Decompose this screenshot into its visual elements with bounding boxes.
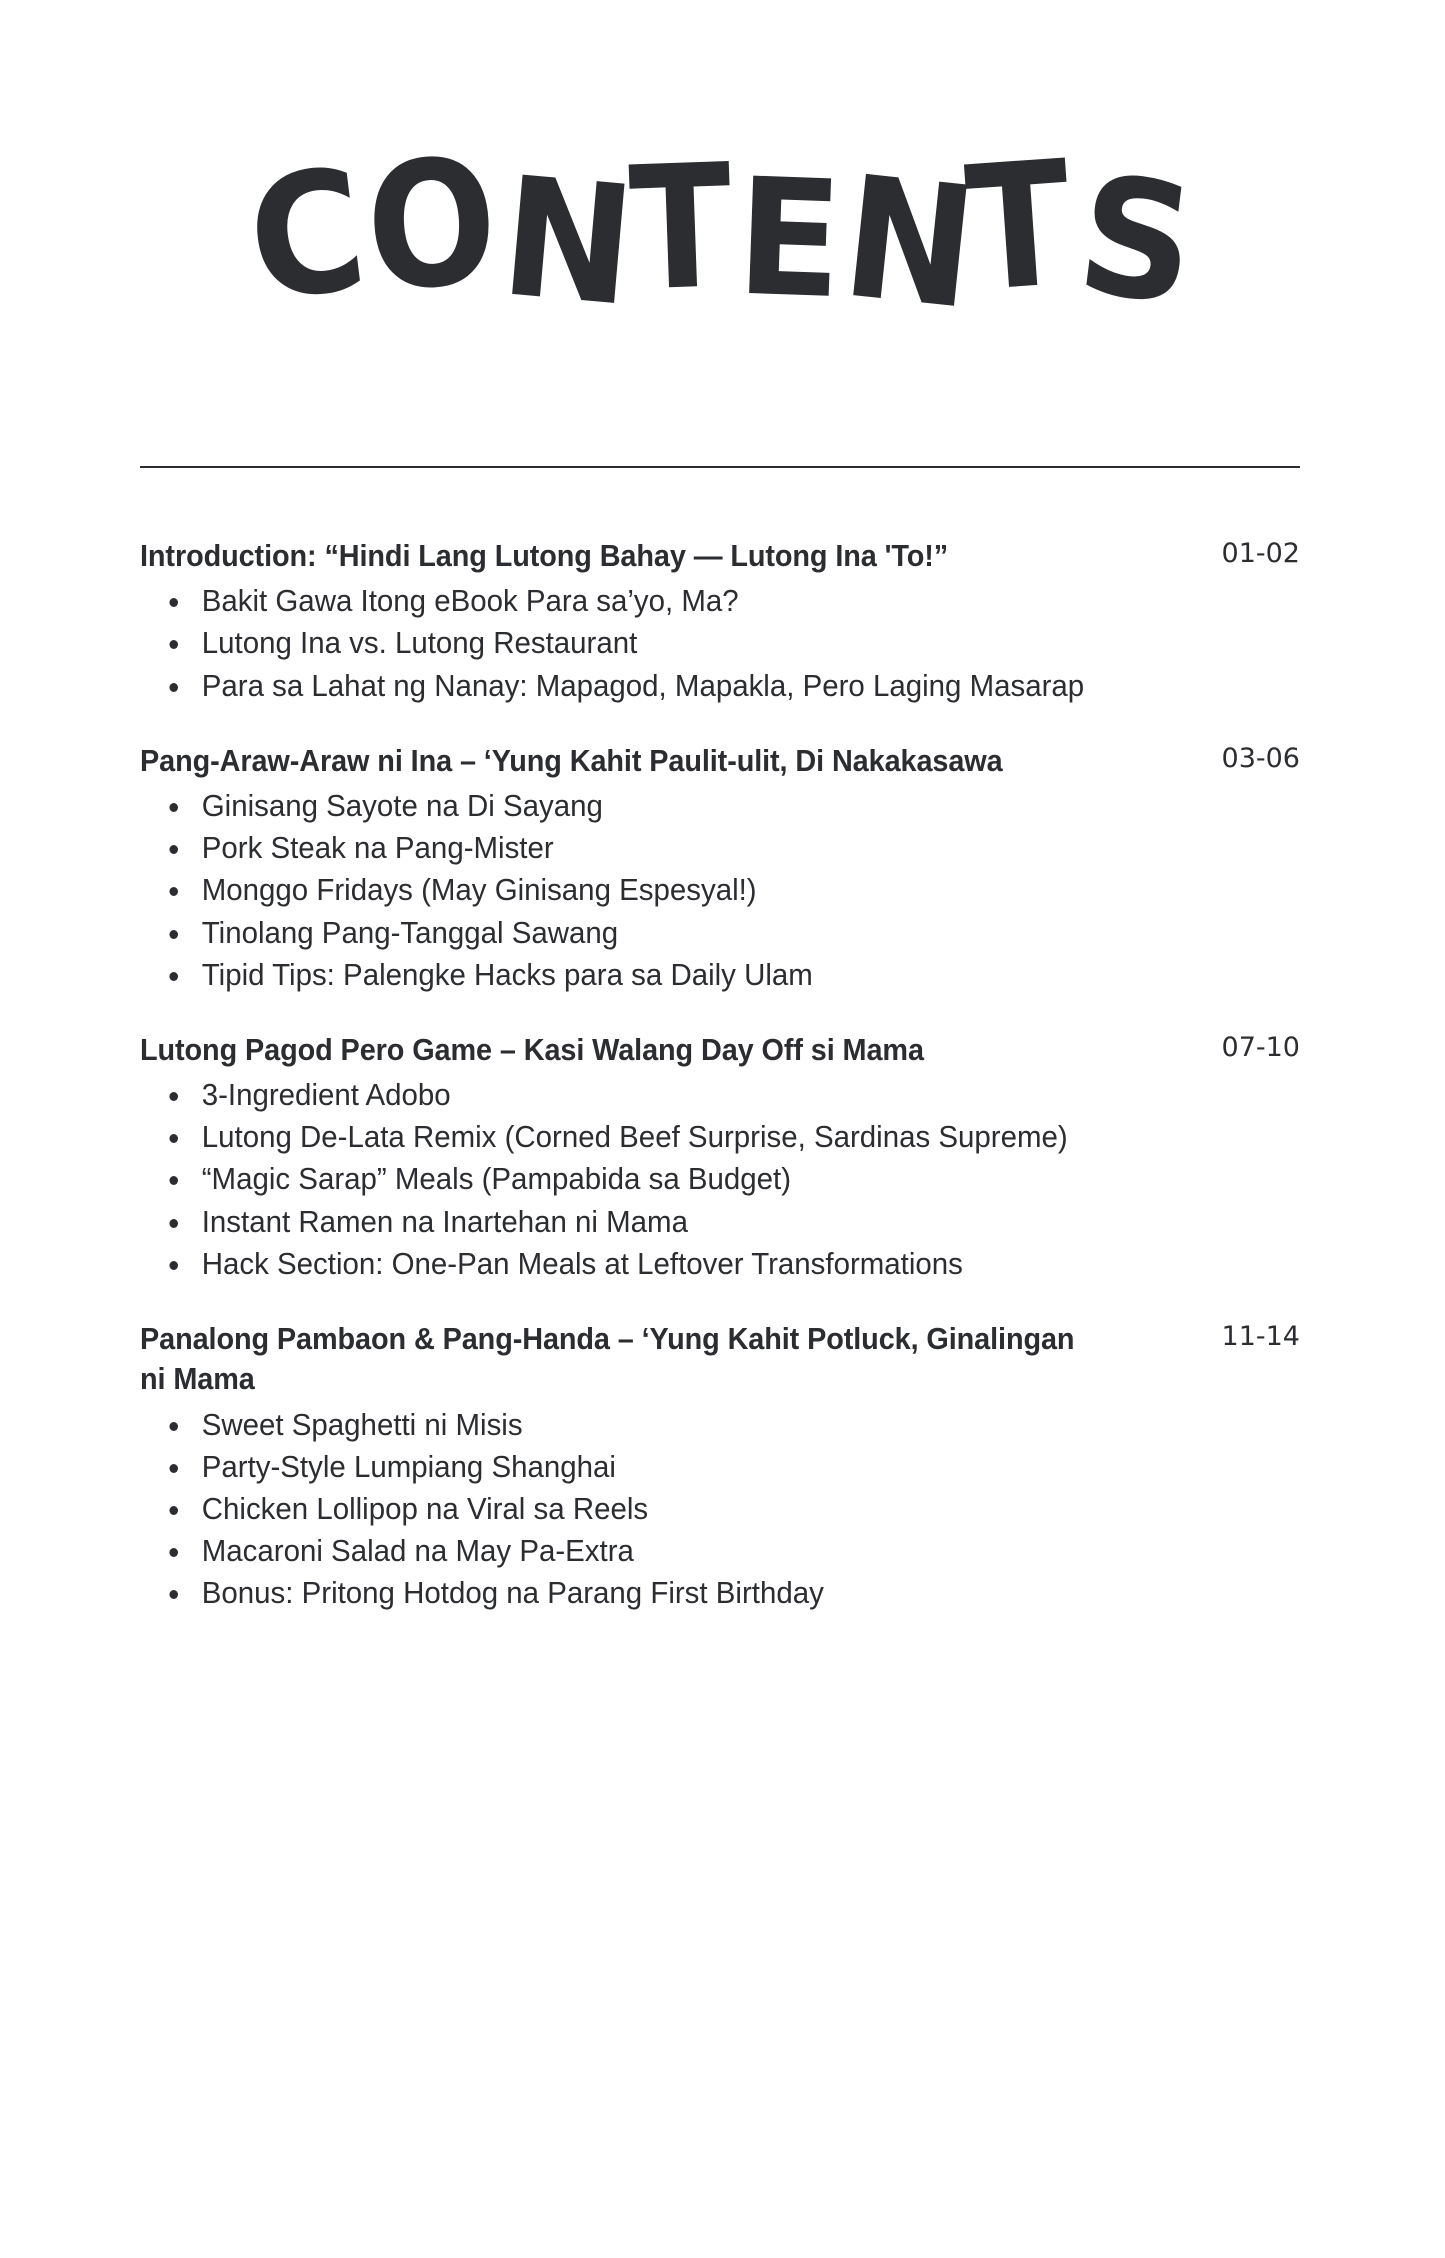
- toc-section-header[interactable]: [140, 1030, 1300, 1070]
- toc-page-range: 07-10: [1221, 1031, 1300, 1063]
- toc-section-header[interactable]: [140, 536, 1300, 576]
- toc-item-list: [140, 1074, 1300, 1285]
- title-letter: O: [361, 120, 504, 330]
- title-letter: N: [835, 139, 987, 347]
- toc-item[interactable]: Bonus: Pritong Hotdog na Parang First Birthday: [140, 1572, 1090, 1614]
- page-title: [238, 120, 1207, 347]
- toc-item[interactable]: Instant Ramen na Inartehan ni Mama: [140, 1201, 1090, 1243]
- toc-item[interactable]: Tipid Tips: Palengke Hacks para sa Daily Ulam: [140, 954, 1090, 996]
- toc-item[interactable]: Lutong Ina vs. Lutong Restaurant: [140, 622, 1090, 664]
- toc-item-list: [140, 785, 1300, 996]
- table-of-contents: [140, 536, 1300, 1614]
- title-letter: C: [238, 131, 377, 339]
- title-letter: T: [626, 126, 737, 329]
- toc-page-range: 03-06: [1221, 742, 1300, 774]
- toc-item[interactable]: Pork Steak na Pang-Mister: [140, 827, 1090, 869]
- title-letter: S: [1068, 139, 1207, 342]
- toc-page-range: 01-02: [1221, 538, 1300, 569]
- toc-item-list: [140, 1404, 1300, 1615]
- title-letter: N: [494, 140, 645, 343]
- toc-item[interactable]: Ginisang Sayote na Di Sayang: [140, 785, 1090, 827]
- title-letter: E: [733, 142, 848, 335]
- toc-section: [140, 1319, 1300, 1614]
- toc-item[interactable]: Chicken Lollipop na Viral sa Reels: [140, 1488, 1090, 1530]
- toc-section: [140, 536, 1300, 707]
- toc-item[interactable]: Party-Style Lumpiang Shanghai: [140, 1446, 1090, 1488]
- toc-item[interactable]: “Magic Sarap” Meals (Pampabida sa Budget): [140, 1158, 1090, 1200]
- toc-item[interactable]: Sweet Spaghetti ni Misis: [140, 1404, 1090, 1446]
- toc-section: [140, 741, 1300, 996]
- toc-section: [140, 1030, 1300, 1285]
- toc-item-list: [140, 580, 1300, 706]
- toc-section-title[interactable]: Introduction: “Hindi Lang Lutong Bahay — Lutong Ina 'To!”: [140, 538, 949, 573]
- toc-item[interactable]: 3-Ingredient Adobo: [140, 1074, 1090, 1116]
- toc-item[interactable]: Para sa Lahat ng Nanay: Mapagod, Mapakla, Pero Laging Masarap: [140, 665, 1090, 707]
- toc-section-title[interactable]: Panalong Pambaon & Pang-Handa – ‘Yung Kahit Potluck, Ginalingan ni Mama: [140, 1320, 1075, 1397]
- toc-section-header[interactable]: [140, 741, 1300, 781]
- toc-section-title[interactable]: Pang-Araw-Araw ni Ina – ‘Yung Kahit Paulit-ulit, Di Nakakasawa: [140, 742, 1003, 778]
- toc-page-range: 11-14: [1221, 1320, 1300, 1352]
- title-letter: T: [961, 123, 1080, 330]
- toc-item[interactable]: Macaroni Salad na May Pa-Extra: [140, 1530, 1090, 1572]
- toc-item[interactable]: Tinolang Pang-Tanggal Sawang: [140, 912, 1090, 954]
- toc-item[interactable]: Hack Section: One-Pan Meals at Leftover Transformations: [140, 1243, 1090, 1285]
- toc-item[interactable]: Monggo Fridays (May Ginisang Espesyal!): [140, 869, 1090, 911]
- toc-item[interactable]: Lutong De-Lata Remix (Corned Beef Surprise, Sardinas Supreme): [140, 1116, 1090, 1158]
- toc-section-title[interactable]: Lutong Pagod Pero Game – Kasi Walang Day Off si Mama: [140, 1031, 924, 1067]
- page-title-block: [0, 58, 1445, 347]
- toc-section-header[interactable]: [140, 1319, 1300, 1400]
- toc-item[interactable]: Bakit Gawa Itong eBook Para sa’yo, Ma?: [140, 580, 1090, 622]
- title-divider: [140, 466, 1300, 468]
